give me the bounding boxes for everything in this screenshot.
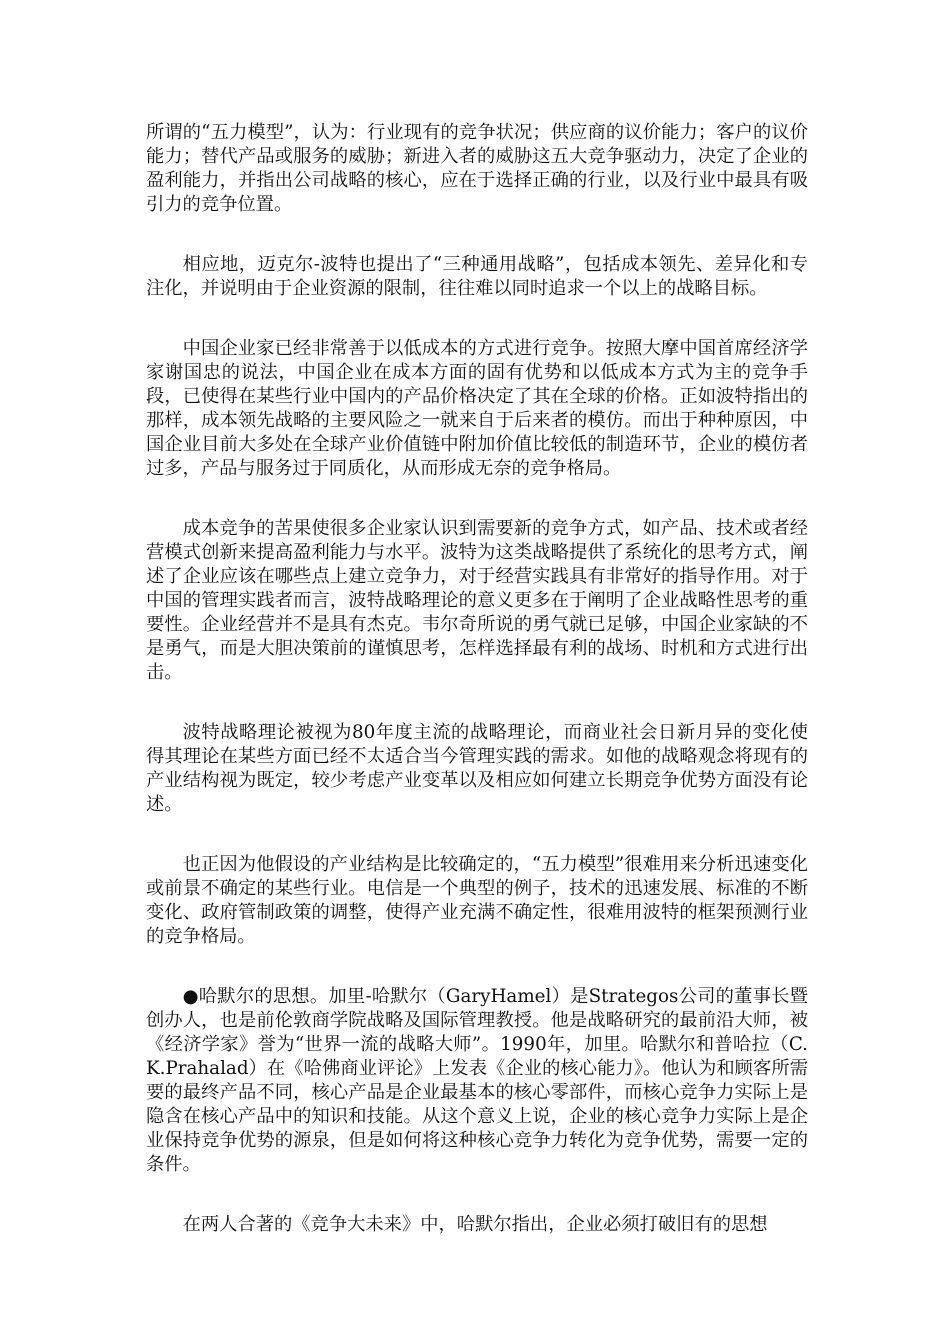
paragraph-uncertain-industries: 也正因为他假设的产业结构是比较确定的，“五力模型”很难用来分析迅速变化或前景不确定的某些行业。电信是一个典型的例子，技术的迅速发展、标准的不断变化、政府管制政策的调整，使得产业充满不确定性，很难用波特的框架预测行业的竞争格局。	[146, 854, 808, 947]
paragraph-porter-limits: 波特战略理论被视为80年度主流的战略理论，而商业社会日新月异的变化使得其理论在某些方面已经不太适合当今管理实践的需求。如他的战略观念将现有的产业结构视为既定，较少考虑产业变革以及相应如何建立长期竞争优势方面没有论述。	[146, 722, 808, 815]
paragraph-competing-future: 在两人合著的《竞争大未来》中，哈默尔指出，企业必须打破旧有的思想	[182, 1214, 768, 1235]
document-page	[146, 121, 808, 1273]
paragraph-five-forces: 所谓的“五力模型”，认为：行业现有的竞争状况；供应商的议价能力；客户的议价能力；替代产品或服务的威胁；新进入者的威胁这五大竞争驱动力，决定了企业的盈利能力，并指出公司战略的核心，应在于选择正确的行业，以及行业中最具有吸引力的竞争位置。	[146, 122, 808, 215]
paragraph-hamel-thinking: ●哈默尔的思想。加里-哈默尔（GaryHamel）是Strategos公司的董事长暨创办人，也是前伦敦商学院战略及国际管理教授。他是战略研究的最前沿大师，被《经济学家》誉为“世界一流的战略大师”。1990年，加里。哈默尔和普哈拉（C.K.Prahalad）在《哈佛商业评论》上发表《企业的核心能力》。他认为和顾客所需要的最终产品不同，核心产品是企业最基本的核心零部件，而核心竞争力实际上是隐含在核心产品中的知识和技能。从这个意义上说，企业的核心竞争力实际上是企业保持竞争优势的源泉，但是如何将这种核心竞争力转化为竞争优势，需要一定的条件。	[146, 986, 808, 1175]
paragraph-generic-strategies: 相应地，迈克尔-波特也提出了“三种通用战略”，包括成本领先、差异化和专注化，并说明由于企业资源的限制，往往难以同时追求一个以上的战略目标。	[146, 254, 808, 299]
paragraph-new-competition: 成本竞争的苦果使很多企业家认识到需要新的竞争方式，如产品、技术或者经营模式创新来提高盈利能力与水平。波特为这类战略提供了系统化的思考方式，阐述了企业应该在哪些点上建立竞争力，对于经营实践具有非常好的指导作用。对于中国的管理实践者而言，波特战略理论的意义更多在于阐明了企业战略性思考的重要性。企业经营并不是具有杰克。韦尔奇所说的勇气就已足够，中国企业家缺的不是勇气，而是大胆决策前的谨慎思考，怎样选择最有利的战场、时机和方式进行出击。	[146, 518, 808, 683]
paragraph-low-cost-competition: 中国企业家已经非常善于以低成本的方式进行竞争。按照大摩中国首席经济学家谢国忠的说法，中国企业在成本方面的固有优势和以低成本方式为主的竞争手段，已使得在某些行业中国内的产品价格决定了其在全球的价格。正如波特指出的那样，成本领先战略的主要风险之一就来自于后来者的模仿。而出于种种原因，中国企业目前大多处在全球产业价值链中附加价值比较低的制造环节，企业的模仿者过多，产品与服务过于同质化，从而形成无奈的竞争格局。	[146, 338, 808, 479]
